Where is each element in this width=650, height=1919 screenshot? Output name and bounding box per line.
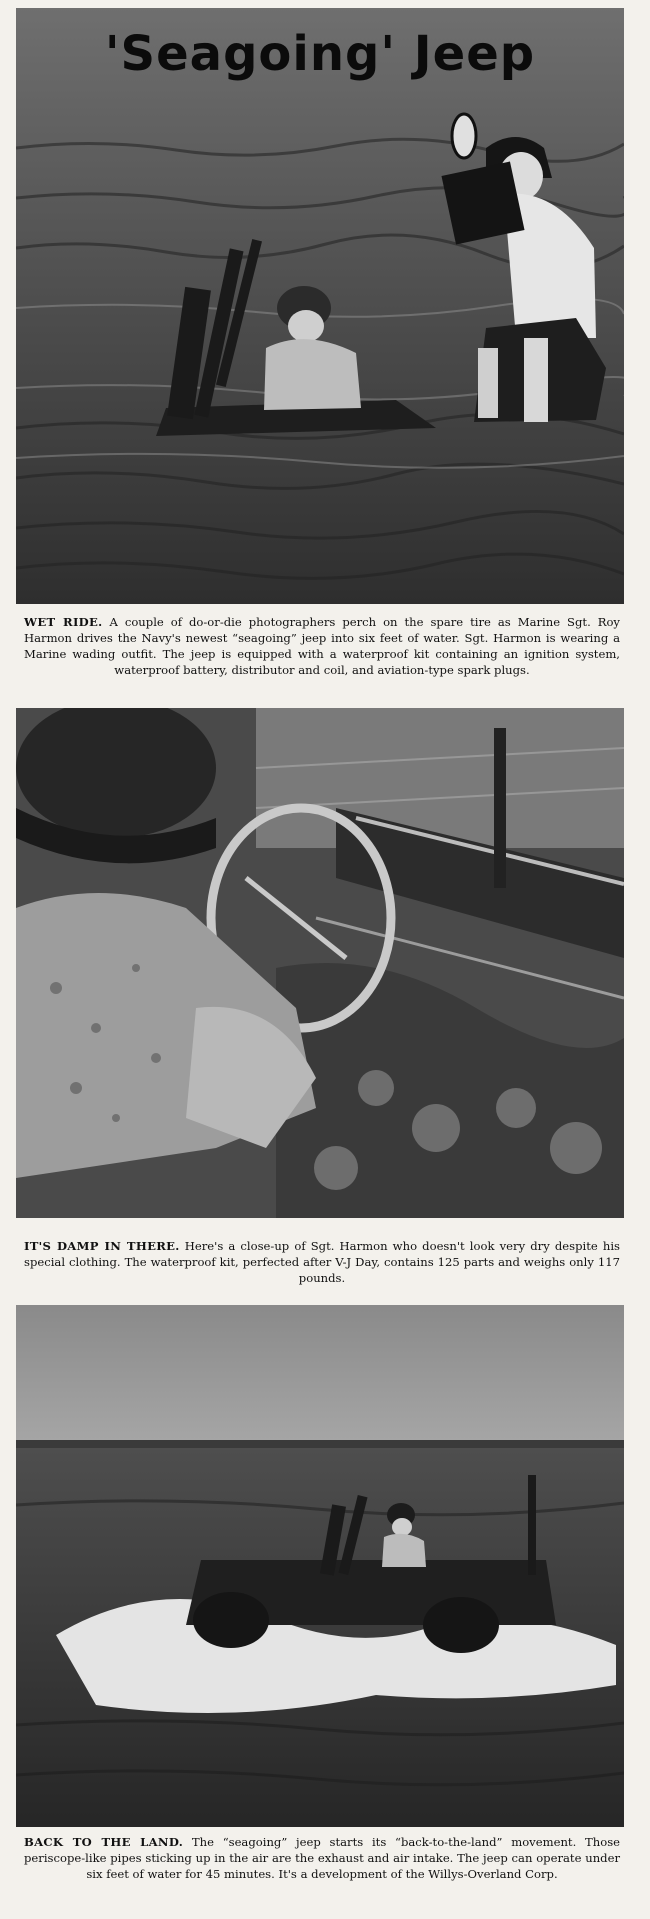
photo-back-to-land	[16, 1305, 624, 1827]
caption-lead: IT'S DAMP IN THERE.	[24, 1239, 180, 1253]
caption-body: A couple of do-or-die photographers perch on the spare tire as Marine Sgt. Roy Harmon drives the Navy's newest “seagoing” jeep into six feet of water. Sgt. Harmon is wearing a Marine wading outfit. The jeep is equipped with a waterproof kit containing an ignition system, waterproof battery, distributor and coil, and aviation-type spark plugs.	[24, 615, 620, 677]
headline: 'Seagoing' Jeep	[104, 26, 536, 82]
caption-lead: WET RIDE.	[24, 615, 103, 629]
caption-body: Here's a close-up of Sgt. Harmon who doesn't look very dry despite his special clothing. The waterproof kit, perfected after V-J Day, contains 125 parts and weighs only 117 pounds.	[24, 1239, 621, 1285]
caption-body: The “seagoing” jeep starts its “back-to-the-land” movement. Those periscope-like pipes sticking up in the air are the exhaust and air intake. The jeep can operate under six feet of water for 45 minutes. It's a development of the Willys-Overland Corp.	[24, 1835, 621, 1881]
photo-wet-ride	[16, 8, 624, 604]
photo-damp-closeup	[16, 708, 624, 1218]
caption-back-to-land	[24, 1834, 620, 1882]
caption-wet-ride	[24, 614, 620, 678]
caption-damp	[24, 1238, 620, 1286]
caption-lead: BACK TO THE LAND.	[24, 1835, 184, 1849]
